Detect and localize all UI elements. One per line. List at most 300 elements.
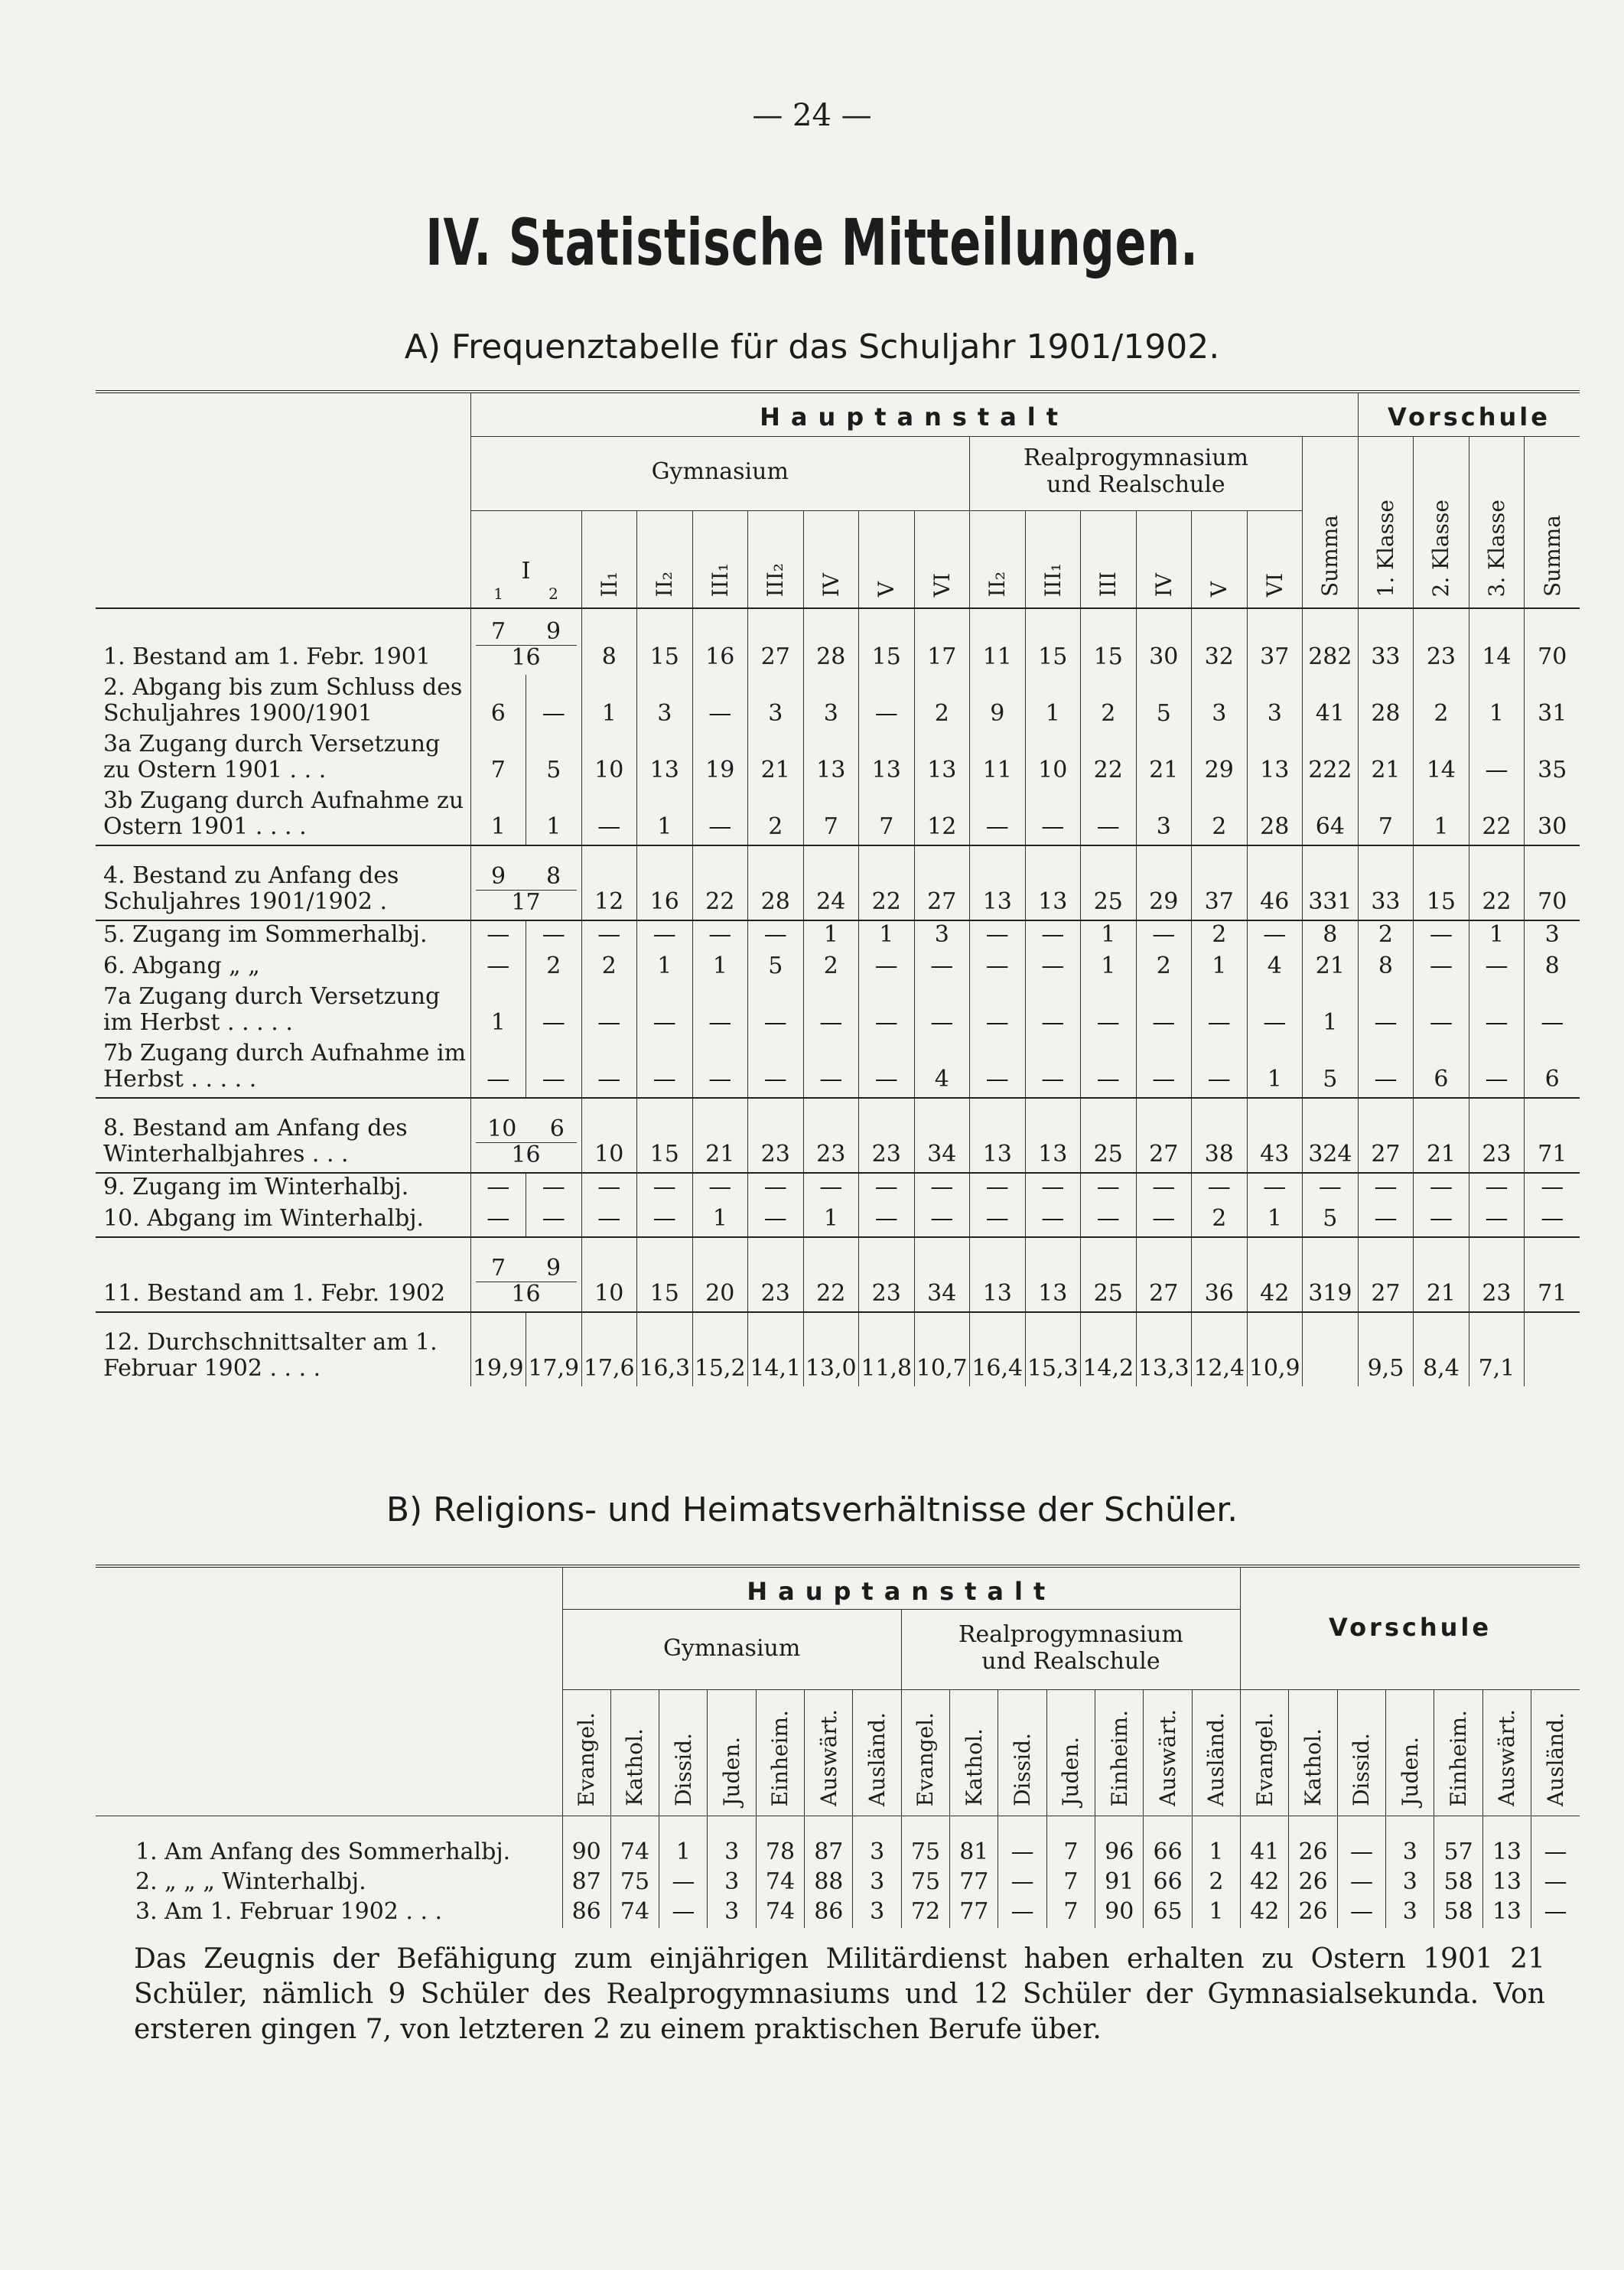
real-col-1 bbox=[970, 511, 1026, 609]
col-head-5 bbox=[756, 1690, 804, 1816]
table-cell: 1 bbox=[1025, 675, 1081, 731]
table-cell: — bbox=[1525, 984, 1580, 1041]
table-cell: — bbox=[970, 920, 1026, 953]
table-cell: 17 bbox=[914, 608, 970, 675]
table-cell: 1 bbox=[581, 675, 637, 731]
table-cell: — bbox=[1358, 1205, 1414, 1237]
table-cell: — bbox=[998, 1898, 1046, 1928]
real-col-label: II₂ bbox=[984, 571, 1011, 597]
table-cell: — bbox=[1025, 1041, 1081, 1098]
table-cell: — bbox=[1025, 788, 1081, 845]
table-cell: 77 bbox=[950, 1868, 998, 1898]
col-I2-value: — bbox=[526, 675, 582, 731]
table-cell: 14 bbox=[1414, 731, 1469, 788]
col-I-sum: 17 bbox=[476, 890, 577, 915]
col-head-label: Evangel. bbox=[574, 1711, 600, 1806]
table-cell: — bbox=[581, 920, 637, 953]
table-cell: 87 bbox=[562, 1868, 610, 1898]
table-cell: 13,3 bbox=[1136, 1312, 1192, 1386]
table-cell: 23 bbox=[859, 1098, 915, 1173]
table-cell: 96 bbox=[1095, 1816, 1144, 1869]
table-cell: — bbox=[581, 1205, 637, 1237]
table-cell: 2 bbox=[1192, 1868, 1240, 1898]
table-cell: — bbox=[1136, 1173, 1192, 1205]
table-cell: 19 bbox=[692, 731, 748, 788]
row-label: 1. Bestand am 1. Febr. 1901 bbox=[96, 608, 470, 675]
table-cell: 41 bbox=[1241, 1816, 1289, 1869]
col-head-label: Dissid. bbox=[1010, 1733, 1036, 1806]
col-head-label: Juden. bbox=[1397, 1737, 1423, 1806]
col-head-label: Ausländ. bbox=[864, 1711, 890, 1806]
vor-col-label: Summa bbox=[1539, 514, 1565, 597]
table-cell: — bbox=[1469, 953, 1525, 984]
table-cell: 1 bbox=[1192, 1898, 1240, 1928]
col-head-label: Auswärt. bbox=[1494, 1709, 1520, 1806]
table-cell: 27 bbox=[748, 608, 804, 675]
table-cell: — bbox=[1247, 1173, 1303, 1205]
table-row bbox=[96, 953, 1580, 984]
gym-col-label: II₁ bbox=[596, 571, 622, 597]
table-cell: — bbox=[1081, 984, 1137, 1041]
table-cell: — bbox=[581, 788, 637, 845]
col-head-label: Auswärt. bbox=[815, 1709, 841, 1806]
table-cell: 27 bbox=[1136, 1098, 1192, 1173]
col-I-sum: 16 bbox=[476, 1142, 577, 1168]
table-cell: 7 bbox=[1046, 1898, 1095, 1928]
vor-col-4 bbox=[1525, 437, 1580, 609]
table-cell: 37 bbox=[1192, 845, 1248, 920]
table-cell: 3 bbox=[853, 1816, 901, 1869]
table-cell: 15,3 bbox=[1025, 1312, 1081, 1386]
table-cell: 9,5 bbox=[1358, 1312, 1414, 1386]
table-cell: 11 bbox=[970, 731, 1026, 788]
col-I1-value: 10 bbox=[487, 1115, 517, 1142]
table-cell: — bbox=[1531, 1816, 1580, 1869]
table-cell: 13 bbox=[637, 731, 693, 788]
table-cell: — bbox=[914, 1173, 970, 1205]
table-cell: 1 bbox=[1192, 1816, 1240, 1869]
gym-col-label: III₂ bbox=[763, 562, 789, 597]
table-cell: — bbox=[1081, 1173, 1137, 1205]
real-col-label: VI bbox=[1261, 572, 1287, 597]
table-cell: 23 bbox=[748, 1098, 804, 1173]
table-cell: 1 bbox=[1469, 920, 1525, 953]
col-I2-value: 6 bbox=[549, 1115, 565, 1142]
gym-col-label: VI bbox=[929, 572, 955, 597]
table-cell: — bbox=[803, 984, 859, 1041]
table-cell: 74 bbox=[756, 1868, 804, 1898]
col-head-label: Ausländ. bbox=[1543, 1711, 1569, 1806]
table-cell: 3 bbox=[803, 675, 859, 731]
col-head-2 bbox=[610, 1690, 659, 1816]
table-cell: 13 bbox=[1482, 1868, 1531, 1898]
table-cell: 21 bbox=[748, 731, 804, 788]
table-cell: 13 bbox=[970, 845, 1026, 920]
vor-col-2 bbox=[1414, 437, 1469, 609]
page-number: — 24 — bbox=[752, 98, 872, 133]
col-head-label: Einheim. bbox=[767, 1709, 793, 1806]
col-I1-value: 7 bbox=[470, 731, 526, 788]
table-cell: 21 bbox=[1136, 731, 1192, 788]
table-cell: 14,2 bbox=[1081, 1312, 1137, 1386]
summa-header bbox=[1303, 437, 1359, 609]
section-a-title: A) Frequenztabelle für das Schuljahr 1901/1902. bbox=[404, 327, 1220, 366]
table-cell: 21 bbox=[1303, 953, 1359, 984]
table-cell: 3 bbox=[1136, 788, 1192, 845]
table-cell: 2 bbox=[1192, 1205, 1248, 1237]
table-cell: 28 bbox=[803, 608, 859, 675]
table-cell: 30 bbox=[1525, 788, 1580, 845]
table-cell: 22 bbox=[859, 845, 915, 920]
col-head-2 bbox=[950, 1690, 998, 1816]
gym-col-label: III₁ bbox=[707, 562, 733, 597]
table-cell: 10,7 bbox=[914, 1312, 970, 1386]
table-cell: — bbox=[1025, 984, 1081, 1041]
row-label: 11. Bestand am 1. Febr. 1902 bbox=[96, 1237, 470, 1312]
table-cell bbox=[1303, 1312, 1359, 1386]
table-cell: 3 bbox=[708, 1868, 756, 1898]
table-cell: — bbox=[998, 1816, 1046, 1869]
table-cell: — bbox=[859, 984, 915, 1041]
table-cell: 38 bbox=[1192, 1098, 1248, 1173]
table-cell: — bbox=[1247, 920, 1303, 953]
col-I1-value: 1 bbox=[470, 788, 526, 845]
table-cell: 58 bbox=[1434, 1898, 1482, 1928]
table-cell: 42 bbox=[1247, 1237, 1303, 1312]
table-cell: 22 bbox=[1469, 788, 1525, 845]
table-cell: — bbox=[692, 920, 748, 953]
table-cell: 27 bbox=[1358, 1237, 1414, 1312]
col-I1-value: 6 bbox=[470, 675, 526, 731]
table-cell: — bbox=[1469, 1205, 1525, 1237]
real-col-label: III bbox=[1095, 571, 1121, 597]
table-cell: 28 bbox=[1247, 788, 1303, 845]
table-cell: 20 bbox=[692, 1237, 748, 1312]
table-cell: 70 bbox=[1525, 845, 1580, 920]
col-head-4 bbox=[1386, 1690, 1434, 1816]
table-cell: 29 bbox=[1192, 731, 1248, 788]
col-head-label: Kathol. bbox=[961, 1728, 987, 1806]
col-head-label: Kathol. bbox=[1300, 1728, 1326, 1806]
table-cell: 1 bbox=[803, 920, 859, 953]
table-cell: 15 bbox=[1025, 608, 1081, 675]
table-cell: 6 bbox=[1525, 1041, 1580, 1098]
table-cell: 7 bbox=[1046, 1816, 1095, 1869]
table-cell: — bbox=[1469, 731, 1525, 788]
col-I1-value: 1 bbox=[470, 984, 526, 1041]
table-cell: 324 bbox=[1303, 1098, 1359, 1173]
table-cell: 77 bbox=[950, 1898, 998, 1928]
table-cell: 3 bbox=[637, 675, 693, 731]
table-cell: 3 bbox=[1247, 675, 1303, 731]
table-cell: 1 bbox=[1192, 953, 1248, 984]
table-cell: — bbox=[859, 675, 915, 731]
table-cell: 34 bbox=[914, 1098, 970, 1173]
table-cell: 282 bbox=[1303, 608, 1359, 675]
table-cell: — bbox=[581, 984, 637, 1041]
table-cell: 3 bbox=[748, 675, 804, 731]
col-I1-value: — bbox=[470, 1041, 526, 1098]
row-label: 1. Am Anfang des Sommerhalbj. bbox=[135, 1838, 511, 1865]
col-head-label: Juden. bbox=[719, 1737, 745, 1806]
table-cell: 2 bbox=[748, 788, 804, 845]
col-I1: 1 bbox=[493, 585, 503, 603]
table-cell: 71 bbox=[1525, 1237, 1580, 1312]
vorschule-header: Vorschule bbox=[1358, 392, 1580, 437]
realprog-line-2: und Realschule bbox=[1046, 471, 1225, 498]
table-cell: 16 bbox=[692, 608, 748, 675]
section-b-title: B) Religions- und Heimatsverhältnisse der Schüler. bbox=[386, 1490, 1238, 1529]
table-cell: 1 bbox=[859, 920, 915, 953]
col-I-brace bbox=[470, 1098, 581, 1173]
table-cell: — bbox=[1358, 1173, 1414, 1205]
col-I-values bbox=[471, 618, 581, 645]
table-cell: 10 bbox=[1025, 731, 1081, 788]
table-cell: 1 bbox=[1469, 675, 1525, 731]
table-cell: 2 bbox=[1081, 675, 1137, 731]
table-cell: 3 bbox=[853, 1868, 901, 1898]
table-cell: — bbox=[1192, 1041, 1248, 1098]
table-cell: 78 bbox=[756, 1816, 804, 1869]
vorschule-header: Vorschule bbox=[1241, 1566, 1580, 1690]
row-label: 2. Abgang bis zum Schluss des Schuljahres 1900/1901 bbox=[103, 675, 463, 727]
table-row bbox=[96, 1237, 1580, 1312]
table-cell: — bbox=[914, 984, 970, 1041]
table-cell: 12,4 bbox=[1192, 1312, 1248, 1386]
table-cell: 7 bbox=[859, 788, 915, 845]
table-cell: 4 bbox=[914, 1041, 970, 1098]
table-cell: — bbox=[859, 953, 915, 984]
table-cell: 15 bbox=[859, 608, 915, 675]
table-cell: 81 bbox=[950, 1816, 998, 1869]
table-cell: 1 bbox=[1081, 953, 1137, 984]
table-cell: 15 bbox=[637, 1098, 693, 1173]
table-cell: 16 bbox=[637, 845, 693, 920]
table-cell: 32 bbox=[1192, 608, 1248, 675]
table-cell: 86 bbox=[562, 1898, 610, 1928]
table-cell: — bbox=[748, 1173, 804, 1205]
hauptanstalt-header: Hauptanstalt bbox=[470, 392, 1358, 437]
row-label: 8. Bestand am Anfang des Winterhalbjahres . . . bbox=[96, 1098, 470, 1173]
header-blank bbox=[96, 392, 470, 608]
hauptanstalt-header: Hauptanstalt bbox=[562, 1566, 1241, 1610]
table-cell: 1 bbox=[803, 1205, 859, 1237]
col-I-sum: 16 bbox=[476, 645, 577, 670]
table-cell: — bbox=[1414, 984, 1469, 1041]
gym-col-7 bbox=[914, 511, 970, 609]
table-cell: 33 bbox=[1358, 608, 1414, 675]
table-cell: — bbox=[1414, 920, 1469, 953]
table-cell: 1 bbox=[1247, 1205, 1303, 1237]
table-cell: 16,4 bbox=[970, 1312, 1026, 1386]
table-cell: 90 bbox=[562, 1816, 610, 1869]
page-title: IV. Statistische Mitteilungen. bbox=[425, 205, 1199, 280]
table-cell: 5 bbox=[748, 953, 804, 984]
table-cell: 13,0 bbox=[803, 1312, 859, 1386]
table-cell: — bbox=[970, 1173, 1026, 1205]
vor-col-label: 2. Klasse bbox=[1428, 499, 1454, 597]
table-cell: 22 bbox=[692, 845, 748, 920]
table-cell: 1 bbox=[637, 953, 693, 984]
col-head-7 bbox=[1192, 1690, 1240, 1816]
gym-col-2 bbox=[637, 511, 693, 609]
table-cell: — bbox=[970, 984, 1026, 1041]
table-cell: — bbox=[692, 788, 748, 845]
table-cell: 2 bbox=[1136, 953, 1192, 984]
table-row bbox=[96, 1173, 1580, 1205]
col-head-label: Juden. bbox=[1058, 1737, 1084, 1806]
gym-col-5 bbox=[803, 511, 859, 609]
table-cell: 2 bbox=[1358, 920, 1414, 953]
row-label: 9. Zugang im Winterhalbj. bbox=[96, 1173, 470, 1205]
table-row bbox=[96, 675, 1580, 731]
col-head-label: Evangel. bbox=[913, 1711, 939, 1806]
header-blank bbox=[96, 1566, 562, 1816]
table-cell: 3 bbox=[1386, 1816, 1434, 1869]
table-cell: 6 bbox=[1414, 1041, 1469, 1098]
table-cell: — bbox=[1192, 1173, 1248, 1205]
table-cell: 1 bbox=[659, 1816, 708, 1869]
col-head-label: Einheim. bbox=[1446, 1709, 1472, 1806]
table-row bbox=[96, 1098, 1580, 1173]
table-cell: 5 bbox=[1303, 1041, 1359, 1098]
table-cell: 13 bbox=[970, 1098, 1026, 1173]
col-I-brace bbox=[470, 1237, 581, 1312]
table-cell: — bbox=[1531, 1898, 1580, 1928]
col-I2-value: 9 bbox=[545, 1255, 561, 1282]
col-I2-value: — bbox=[526, 920, 582, 953]
row-label: 3a Zugang durch Versetzung zu Ostern 1901 . . . bbox=[103, 731, 441, 783]
table-cell: 5 bbox=[1136, 675, 1192, 731]
col-head-label: Auswärt. bbox=[1155, 1709, 1181, 1806]
col-I1-value: 9 bbox=[490, 863, 506, 890]
real-col-label: IV bbox=[1150, 572, 1177, 597]
table-cell: 3 bbox=[1386, 1898, 1434, 1928]
vor-col-1 bbox=[1358, 437, 1414, 609]
col-I2-value: — bbox=[526, 1041, 582, 1098]
col-I1-value: — bbox=[470, 1205, 526, 1237]
table-bottom-rule bbox=[96, 1386, 1580, 1392]
table-cell: 8 bbox=[1358, 953, 1414, 984]
table-cell: — bbox=[1525, 1173, 1580, 1205]
table-cell: 86 bbox=[805, 1898, 853, 1928]
col-I2-value: 17,9 bbox=[526, 1312, 582, 1386]
col-head-label: Einheim. bbox=[1106, 1709, 1132, 1806]
row-label: 12. Durchschnittsalter am 1. Februar 1902 . . . . bbox=[96, 1312, 470, 1386]
table-cell: — bbox=[1136, 984, 1192, 1041]
gym-col-label: IV bbox=[818, 572, 844, 597]
table-cell: 58 bbox=[1434, 1868, 1482, 1898]
table-cell: 13 bbox=[803, 731, 859, 788]
col-I1-value: — bbox=[470, 1173, 526, 1205]
table-cell: — bbox=[1469, 1173, 1525, 1205]
table-cell: 1 bbox=[692, 953, 748, 984]
table-cell: — bbox=[1192, 984, 1248, 1041]
table-cell: — bbox=[692, 984, 748, 1041]
table-cell: 13 bbox=[970, 1237, 1026, 1312]
table-cell: 10 bbox=[581, 731, 637, 788]
col-I-values bbox=[471, 1115, 581, 1142]
table-cell: 1 bbox=[1081, 920, 1137, 953]
table-row bbox=[96, 984, 1580, 1041]
table-cell: 74 bbox=[610, 1898, 659, 1928]
table-cell: 88 bbox=[805, 1868, 853, 1898]
table-cell: 25 bbox=[1081, 1098, 1137, 1173]
table-cell: 7,1 bbox=[1469, 1312, 1525, 1386]
table-cell: 64 bbox=[1303, 788, 1359, 845]
col-head-6 bbox=[1144, 1690, 1192, 1816]
table-cell: — bbox=[748, 984, 804, 1041]
table-cell: — bbox=[1414, 953, 1469, 984]
table-cell: 21 bbox=[692, 1098, 748, 1173]
col-head-1 bbox=[901, 1690, 949, 1816]
table-cell: 2 bbox=[1414, 675, 1469, 731]
table-cell: 9 bbox=[970, 675, 1026, 731]
table-cell: — bbox=[637, 920, 693, 953]
col-I1-value: — bbox=[470, 953, 526, 984]
table-cell: 12 bbox=[914, 788, 970, 845]
col-I1-value: 19,9 bbox=[470, 1312, 526, 1386]
table-cell: 4 bbox=[1247, 953, 1303, 984]
table-cell: — bbox=[659, 1898, 708, 1928]
realprog-line-1: Realprogymnasium bbox=[1024, 445, 1248, 471]
table-cell: 3 bbox=[914, 920, 970, 953]
col-I-values bbox=[471, 863, 581, 890]
table-cell: 2 bbox=[1192, 788, 1248, 845]
table-cell: — bbox=[1531, 1868, 1580, 1898]
table-cell: — bbox=[1081, 1205, 1137, 1237]
vor-col-label: 1. Klasse bbox=[1372, 499, 1398, 597]
table-cell: 13 bbox=[1247, 731, 1303, 788]
table-cell: 36 bbox=[1192, 1237, 1248, 1312]
table-cell: 10,9 bbox=[1247, 1312, 1303, 1386]
table-cell: 90 bbox=[1095, 1898, 1144, 1928]
table-cell: 22 bbox=[803, 1237, 859, 1312]
vor-col-3 bbox=[1469, 437, 1525, 609]
table-cell: 14,1 bbox=[748, 1312, 804, 1386]
vor-col-label: 3. Klasse bbox=[1483, 499, 1509, 597]
table-cell: 17,6 bbox=[581, 1312, 637, 1386]
col-I2-value: 9 bbox=[545, 618, 561, 645]
table-cell: 74 bbox=[756, 1898, 804, 1928]
table-cell: 57 bbox=[1434, 1816, 1482, 1869]
table-cell: — bbox=[1136, 1041, 1192, 1098]
paragraph-text: Das Zeugnis der Befähigung zum einjährigen Militärdienst haben erhalten zu Ostern 1901 21 Schüler, nämlich 9 Schüler des Realprogymnasiums und 12 Schüler der Gymnasialsekunda. Von ersteren gingen 7, von letzteren 2 zu einem praktischen Berufe über. bbox=[134, 1943, 1545, 2045]
table-cell: 23 bbox=[1414, 608, 1469, 675]
table-cell: 23 bbox=[1469, 1098, 1525, 1173]
real-col-5 bbox=[1192, 511, 1248, 609]
col-head-5 bbox=[1434, 1690, 1482, 1816]
table-cell: 1 bbox=[637, 788, 693, 845]
table-cell: 28 bbox=[748, 845, 804, 920]
col-head-3 bbox=[659, 1690, 708, 1816]
col-head-3 bbox=[1337, 1690, 1385, 1816]
religion-table bbox=[96, 1565, 1580, 1928]
realprog-line-2: und Realschule bbox=[981, 1648, 1160, 1675]
realprog-header bbox=[970, 437, 1303, 511]
table-cell: — bbox=[692, 675, 748, 731]
col-head-3 bbox=[998, 1690, 1046, 1816]
table-cell: 8 bbox=[581, 608, 637, 675]
table-cell: — bbox=[1247, 984, 1303, 1041]
col-head-label: Ausländ. bbox=[1203, 1711, 1229, 1806]
table-cell: 1 bbox=[1303, 984, 1359, 1041]
table-cell: 3 bbox=[1525, 920, 1580, 953]
table-cell: 21 bbox=[1358, 731, 1414, 788]
table-cell: 2 bbox=[581, 953, 637, 984]
realprog-header bbox=[901, 1610, 1240, 1690]
table-cell: 25 bbox=[1081, 845, 1137, 920]
